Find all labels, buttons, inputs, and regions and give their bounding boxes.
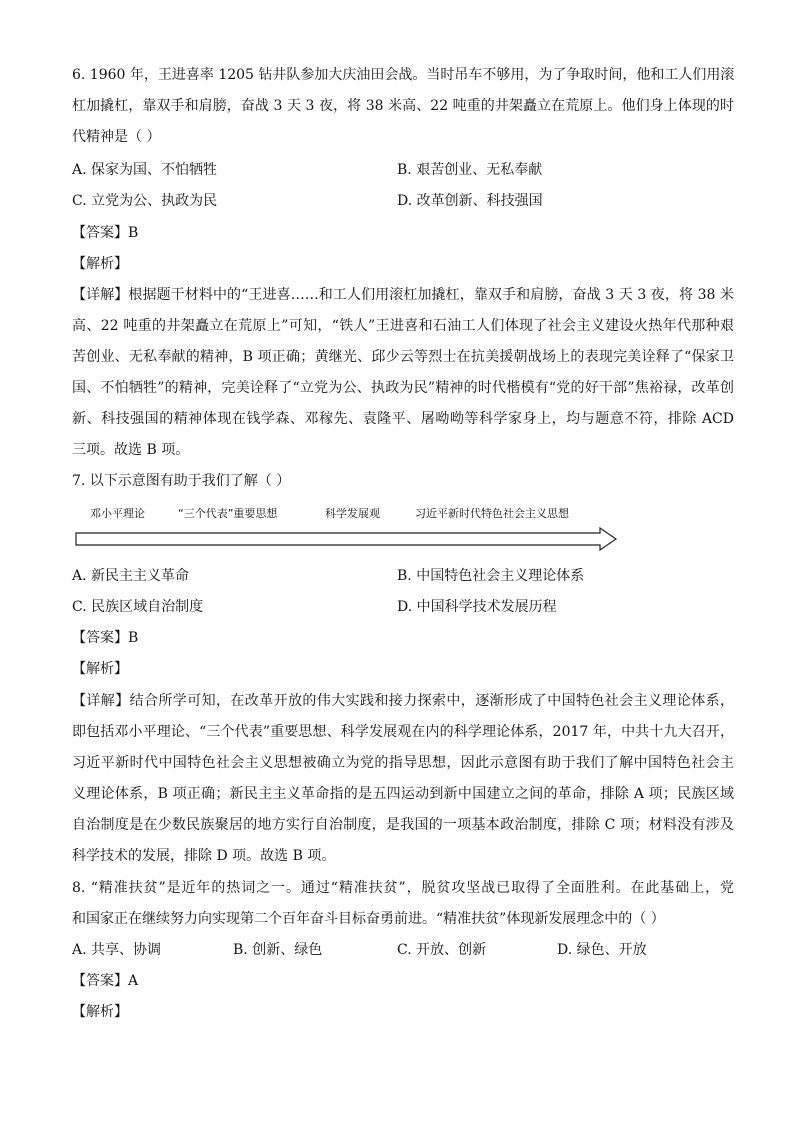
q6-detail-line-2: 高、22 吨重的井架矗立在荒原上”可知，“铁人”王进喜和石油工人们体现了社会主义建设火热年代那种艰 [72, 318, 734, 334]
timeline-arrow-icon [72, 500, 632, 560]
q6-detail-line-5: 新、科技强国的精神体现在钱学森、邓稼先、袁隆平、屠呦呦等科学家身上，均与题意不符，排除 ACD [72, 411, 734, 427]
q7-stem: 7. 以下示意图有助于我们了解（ ） [72, 473, 291, 489]
q8-analysis-label: 【解析】 [72, 1004, 128, 1020]
q7-analysis-label: 【解析】 [72, 661, 128, 677]
diagram-label-scientific-outlook: 科学发展观 [325, 507, 380, 520]
q7-detail-line-4: 义理论体系，B 项正确；新民主主义革命指的是五四运动到新中国建立之间的革命，排除 A 项；民族区域 [72, 786, 734, 802]
q6-answer: 【答案】B [72, 225, 139, 241]
q6-stem-line-1: 6. 1960 年，王进喜率 1205 钻井队参加大庆油田会战。当时吊车不够用，为了争取时间，他和工人们用滚 [72, 67, 735, 83]
q6-detail-line-3: 苦创业、无私奉献的精神，B 项正确；黄继光、邱少云等烈士在抗美援朝战场上的表现完美诠释了“保家卫 [72, 349, 734, 365]
q6-detail-line-1: 【详解】根据题干材料中的“王进喜……和工人们用滚杠加撬杠，靠双手和肩膀，奋战 3 天 3 夜，将 38 米 [72, 287, 734, 303]
q6-stem-line-3: 代精神是（ ） [72, 129, 161, 145]
q6-stem-line-2: 杠加撬杠，靠双手和肩膀，奋战 3 天 3 夜，将 38 米高、22 吨重的井架矗立在荒原上。他们身上体现的时 [72, 98, 734, 114]
q8-answer: 【答案】A [72, 973, 139, 989]
q7-detail-line-6: 科学技术的发展，排除 D 项。故选 B 项。 [72, 848, 336, 864]
q6-option-b: B. 艰苦创业、无私奉献 [397, 162, 543, 178]
q8-stem-line-2: 和国家正在继续努力向实现第二个百年奋斗目标奋勇前进。“精准扶贫”体现新发展理念中的（ ） [72, 911, 665, 927]
q7-detail-line-2: 即包括邓小平理论、“三个代表”重要思想、科学发展观在内的科学理论体系，2017 年，中共十九大召开， [72, 724, 734, 740]
q7-timeline-diagram [72, 500, 632, 560]
q6-option-d: D. 改革创新、科技强国 [397, 193, 543, 209]
q7-option-d: D. 中国科学技术发展历程 [397, 599, 557, 615]
q6-detail-line-4: 国、不怕牺牲”的精神，完美诠释了“立党为公、执政为民”精神的时代楷模有“党的好干部”焦裕禄，改革创 [72, 380, 734, 396]
q8-option-d: D. 绿色、开放 [557, 942, 647, 958]
q6-option-c: C. 立党为公、执政为民 [72, 193, 218, 209]
q7-option-c: C. 民族区域自治制度 [72, 599, 204, 615]
q7-option-b: B. 中国特色社会主义理论体系 [397, 568, 585, 584]
diagram-label-xi-thought: 习近平新时代特色社会主义思想 [415, 507, 569, 520]
diagram-label-three-represents: “三个代表”重要思想 [178, 507, 278, 520]
q7-detail-line-3: 习近平新时代中国特色社会主义思想被确立为党的指导思想，因此示意图有助于我们了解中国特色社会主 [72, 755, 734, 771]
q7-detail-line-5: 自治制度是在少数民族聚居的地方实行自治制度，是我国的一项基本政治制度，排除 C 项；材料没有涉及 [72, 817, 734, 833]
q8-option-a: A. 共享、协调 [72, 942, 162, 958]
q8-option-c: C. 开放、创新 [397, 942, 487, 958]
q8-stem-line-1: 8. “精准扶贫”是近年的热词之一。通过“精准扶贫”，脱贫攻坚战已取得了全面胜利。在此基础上，党 [72, 880, 734, 896]
q6-option-a: A. 保家为国、不怕牺牲 [72, 162, 218, 178]
q8-option-b: B. 创新、绿色 [233, 942, 323, 958]
q7-detail-line-1: 【详解】结合所学可知，在改革开放的伟大实践和接力探索中，逐渐形成了中国特色社会主义理论体系， [72, 693, 734, 709]
diagram-label-deng: 邓小平理论 [90, 507, 145, 520]
q7-option-a: A. 新民主主义革命 [72, 568, 190, 584]
q6-detail-line-6: 三项。故选 B 项。 [72, 442, 190, 458]
q7-answer: 【答案】B [72, 630, 139, 646]
q6-analysis-label: 【解析】 [72, 256, 128, 272]
